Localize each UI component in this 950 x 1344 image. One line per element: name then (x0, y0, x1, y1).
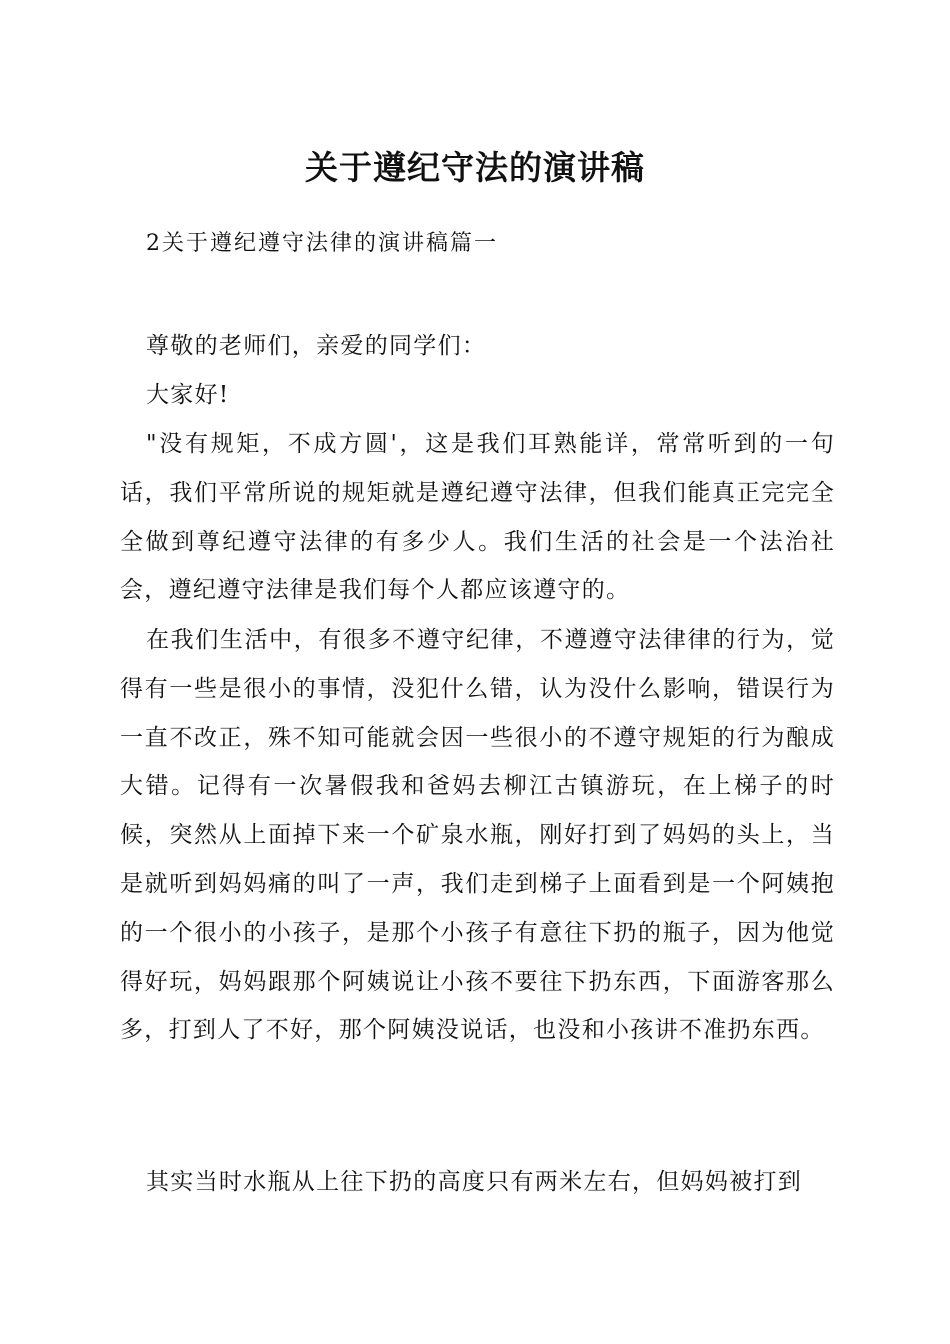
document-title: 关于遵纪守法的演讲稿 (305, 148, 645, 187)
body-paragraph-3: 其实当时水瓶从上往下扔的高度只有两米左右，但妈妈被打到 (146, 1169, 803, 1195)
body-paragraph-1: "没有规矩，不成方圆'，这是我们耳熟能详，常常听到的一句话，我们平常所说的规矩就是遵纪遵守法律，但我们能真正完完全全做到尊纪遵守法律的有多少人。我们生活的社会是一个法治社会，遵纪遵守法律是我们每个人都应该遵守的。 (120, 431, 835, 604)
greeting-paragraph: 尊敬的老师们，亲爱的同学们： (146, 333, 487, 359)
body-paragraph-2: 在我们生活中，有很多不遵守纪律，不遵遵守法律律的行为，觉得有一些是很小的事情，没犯什么错，认为没什么影响，错误行为一直不改正，殊不知可能就会因一些很小的不遵守规矩的行为酿成大错。记得有一次暑假我和爸妈去柳江古镇游玩，在上梯子的时候，突然从上面掉下来一个矿泉水瓶，刚好打到了妈妈的头上，当是就听到妈妈痛的叫了一声，我们走到梯子上面看到是一个阿姨抱的一个很小的小孩子，是那个小孩子有意往下扔的瓶子，因为他觉得好玩，妈妈跟那个阿姨说让小孩不要往下扔东西，下面游客那么多，打到人了不好，那个阿姨没说话，也没和小孩讲不准扔东西。 (120, 627, 835, 1044)
hello-paragraph: 大家好! (146, 382, 230, 408)
document-subtitle: 2关于遵纪遵守法律的演讲稿篇一 (146, 231, 498, 256)
